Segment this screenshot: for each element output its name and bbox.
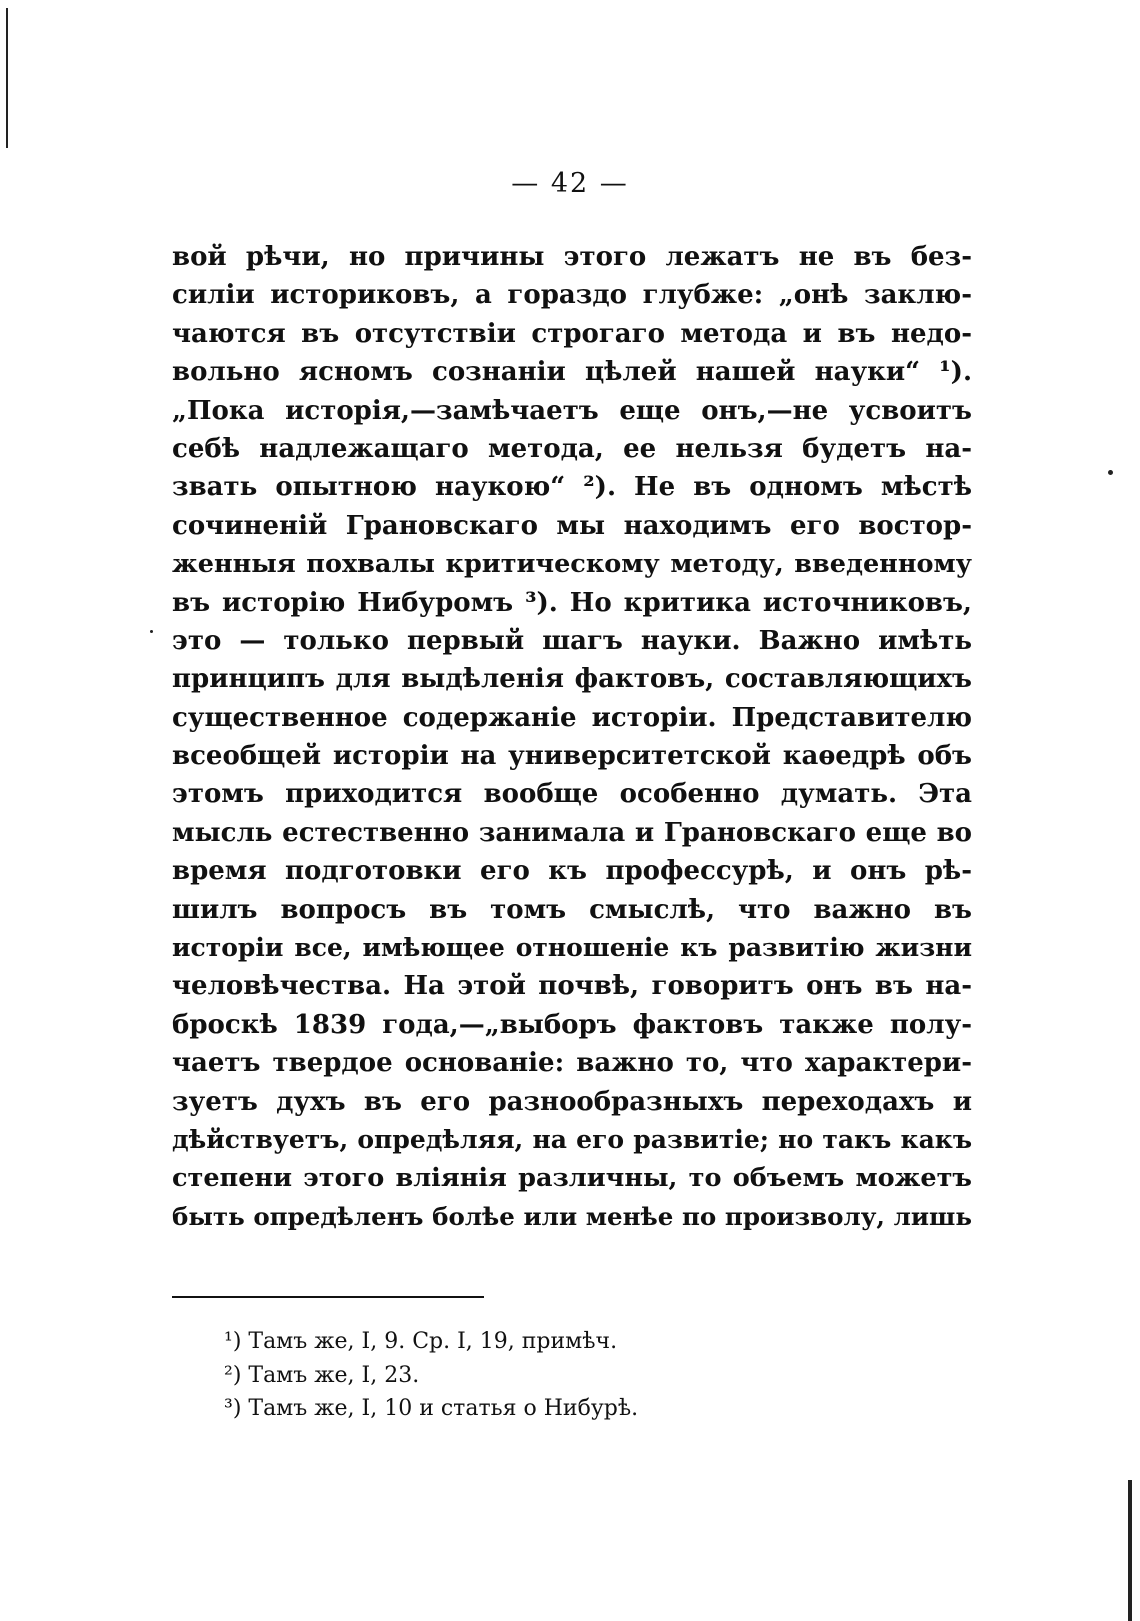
text-line: человѣчества. На этой почвѣ, говоритъ онъ въ на- [172, 971, 972, 1002]
footnote-divider [172, 1296, 484, 1298]
text-line: звать опытною наукою“ ²). Не въ одномъ мѣстѣ [172, 472, 972, 503]
footnotes [224, 1325, 924, 1426]
text-line: всеобщей исторіи на университетской каѳедрѣ объ [172, 741, 972, 772]
text-line: вой рѣчи, но причины этого лежатъ не въ без- [172, 242, 972, 272]
text-line: броскѣ 1839 года,—„выборъ фактовъ также полу- [172, 1009, 972, 1040]
text-line: себѣ надлежащаго метода, ее нельзя будетъ на- [172, 433, 972, 464]
text-line: „Пока исторія,—замѣчаетъ еще онъ,—не усвоитъ [172, 395, 972, 426]
scan-edge-left [6, 8, 8, 148]
scan-edge-right [1128, 1480, 1132, 1621]
text-line: мысль естественно занимала и Грановскаго еще во [172, 817, 972, 848]
footnote-2: ²) Тамъ же, I, 23. [224, 1362, 420, 1388]
text-line: быть опредѣленъ болѣе или менѣе по произволу, лишь [172, 1201, 972, 1231]
text-line: сочиненій Грановскаго мы находимъ его востор- [172, 510, 972, 541]
text-line: въ исторію Нибуромъ ³). Но критика источниковъ, [172, 587, 972, 618]
text-line: женныя похвалы критическому методу, введенному [172, 549, 972, 580]
footnote-3: ³) Тамъ же, I, 10 и статья о Нибурѣ. [224, 1396, 639, 1421]
text-line: вольно ясномъ сознаніи цѣлей нашей науки“ ¹). [172, 357, 972, 388]
text-line: степени этого вліянія различны, то объемъ можетъ [172, 1163, 972, 1194]
text-line: чаются въ отсутствіи строгаго метода и въ недо- [172, 318, 972, 349]
text-line: существенное содержаніе исторіи. Представителю [172, 702, 972, 733]
scan-speck [150, 630, 153, 633]
text-line: дѣйствуетъ, опредѣляя, на его развитіе; но такъ какъ [172, 1124, 972, 1154]
text-line: время подготовки его къ профессурѣ, и онъ рѣ- [172, 856, 972, 887]
page-number: — 42 — [511, 168, 629, 199]
text-line: шилъ вопросъ въ томъ смыслѣ, что важно въ [172, 894, 972, 925]
text-line: чаетъ твердое основаніе: важно то, что характери- [172, 1048, 972, 1079]
scan-speck [1108, 470, 1113, 475]
body-text [172, 238, 972, 1236]
text-line: принципъ для выдѣленія фактовъ, составляющихъ [172, 664, 972, 695]
text-line: силіи историковъ, а гораздо глубже: „онѣ заклю- [172, 280, 972, 311]
text-line: этомъ приходится вообще особенно думать. Эта [172, 779, 972, 810]
text-line: это — только первый шагъ науки. Важно имѣть [172, 625, 972, 656]
text-line: зуетъ духъ въ его разнообразныхъ переходахъ и [172, 1086, 972, 1117]
footnote-1: ¹) Тамъ же, I, 9. Ср. I, 19, примѣч. [224, 1329, 618, 1354]
text-line: исторіи все, имѣющее отношеніе къ развитію жизни [172, 933, 972, 963]
